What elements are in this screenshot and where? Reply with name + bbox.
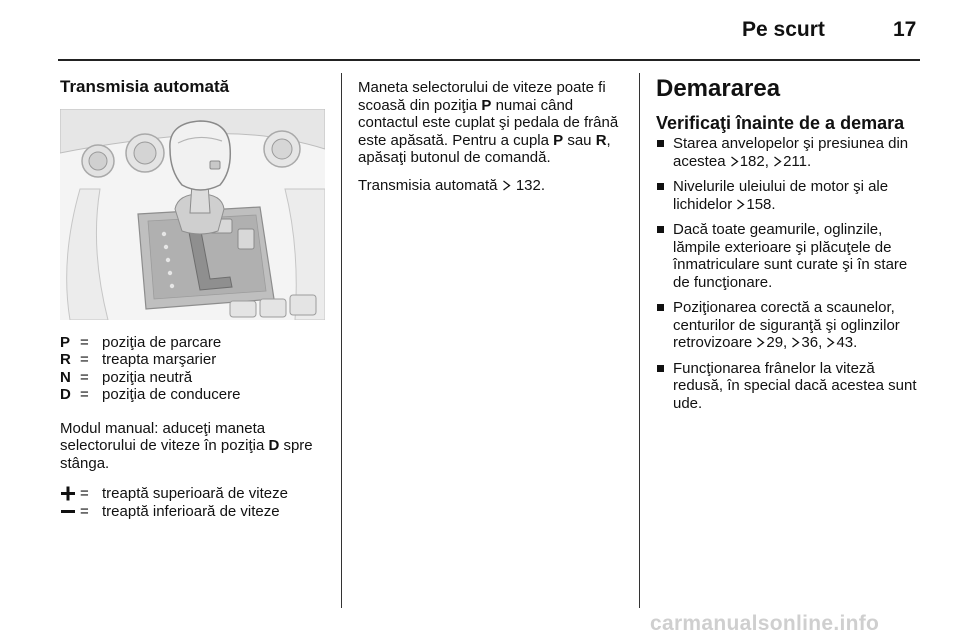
definition-equals: = xyxy=(80,485,89,502)
page-reference-icon xyxy=(736,199,745,210)
reference-text: Transmisia automată xyxy=(358,176,498,194)
paragraph-bold: P xyxy=(481,96,492,114)
list-item-text: Dacă toate geamurile, oglinzile, lămpile exterioare şi plăcuţele de înmatriculare sunt curate şi în stare de funcţionare. xyxy=(673,221,908,291)
definition-equals: = xyxy=(80,368,89,386)
definition-row xyxy=(60,351,328,369)
definition-text: poziţia de conducere xyxy=(102,386,241,403)
minus-icon xyxy=(60,503,80,521)
list-item xyxy=(656,178,924,213)
manual-mode-paragraph xyxy=(60,420,328,473)
page-reference-link[interactable]: 29, xyxy=(766,334,788,351)
page-number: 17 xyxy=(893,18,917,41)
watermark: carmanualsonline.info xyxy=(650,612,880,635)
section-heading-starting: Demararea xyxy=(656,75,781,102)
page-reference-icon xyxy=(730,156,739,167)
bullet-square-icon xyxy=(657,183,664,190)
bullet-square-icon xyxy=(657,226,664,233)
definition-equals: = xyxy=(80,351,89,368)
definition-equals: = xyxy=(80,333,89,351)
page-reference-icon xyxy=(826,337,835,348)
definition-text: treaptă superioară de viteze xyxy=(102,485,288,502)
bullet-square-icon xyxy=(657,304,664,311)
column-1 xyxy=(60,78,328,520)
definition-term: D xyxy=(60,386,71,403)
manual-text-2: spre stânga. xyxy=(60,437,313,472)
gear-positions-list xyxy=(60,334,328,404)
bullet-square-icon xyxy=(657,365,664,372)
list-item-text: Poziţionarea corectă a scaunelor, centurilor de siguranţă şi oglinzilor retrovizoare xyxy=(673,299,900,351)
list-item xyxy=(656,299,924,352)
checklist-heading: Verificaţi înainte de a demara xyxy=(656,113,905,133)
definition-row xyxy=(60,369,328,387)
definition-text: treaptă inferioară de viteze xyxy=(102,502,280,520)
page-reference-link[interactable]: 36, xyxy=(801,334,823,351)
list-item xyxy=(656,221,924,291)
definition-text: treapta marşarier xyxy=(102,351,217,368)
column-divider-2 xyxy=(639,73,640,608)
page-reference-link[interactable]: 132. xyxy=(515,176,546,194)
list-item xyxy=(656,135,924,170)
column-2 xyxy=(358,79,630,194)
list-item-text: Nivelurile uleiului de motor şi ale lichidelor xyxy=(673,178,889,213)
paragraph-text: numai când contactul este cuplat şi pedala de frână este apăsată. Pentru a cupla xyxy=(358,96,619,149)
page-reference-icon xyxy=(756,337,765,348)
section-heading-transmission: Transmisia automată xyxy=(60,77,230,96)
paragraph-text: sau xyxy=(563,131,596,149)
list-item-text: Starea anvelopelor şi presiunea din acestea xyxy=(673,135,909,170)
definition-text: poziţia neutră xyxy=(102,368,193,386)
definition-row xyxy=(60,503,328,521)
definition-row xyxy=(60,386,328,404)
bullet-square-icon xyxy=(657,140,664,147)
page-reference-link[interactable]: 43. xyxy=(836,334,858,351)
page-header xyxy=(0,0,960,62)
page-reference-link[interactable]: 211. xyxy=(783,152,812,170)
paragraph-bold: R xyxy=(595,131,607,149)
definition-term: R xyxy=(60,351,71,368)
definition-equals: = xyxy=(80,502,89,520)
column-divider-1 xyxy=(341,73,342,608)
header-rule xyxy=(58,59,920,61)
definition-row xyxy=(60,334,328,352)
column-3 xyxy=(656,75,924,420)
definition-text: poziţia de parcare xyxy=(102,333,222,351)
manual-text-bold: D xyxy=(268,437,280,454)
list-item-text: Funcţionarea frânelor la viteză redusă, în special dacă acestea sunt ude. xyxy=(673,359,917,412)
page-reference-icon xyxy=(791,337,800,348)
reference-paragraph xyxy=(358,177,630,195)
gear-selector-illustration xyxy=(60,109,325,320)
paragraph-bold: P xyxy=(553,131,564,149)
selector-paragraph xyxy=(358,79,630,167)
page-reference-icon xyxy=(773,156,782,167)
definition-row xyxy=(60,485,328,503)
header-title: Pe scurt xyxy=(742,18,825,41)
definition-equals: = xyxy=(80,386,89,403)
checklist xyxy=(656,135,924,412)
page-reference-icon xyxy=(502,180,511,191)
definition-term: P xyxy=(60,333,71,351)
manual-text-1: Modul manual: aduceţi maneta selectorului de viteze în poziţia xyxy=(60,419,269,454)
plus-icon xyxy=(60,485,80,503)
manual-signs-list xyxy=(60,485,328,520)
list-item xyxy=(656,360,924,413)
page-reference-link[interactable]: 182, xyxy=(739,152,769,170)
page-reference-link[interactable]: 158. xyxy=(746,195,776,213)
paragraph-text: Maneta selectorului de viteze poate fi scoasă din poziţia xyxy=(358,79,606,114)
paragraph-text: , apăsaţi butonul de comandă. xyxy=(358,131,611,166)
definition-term: N xyxy=(60,368,71,386)
